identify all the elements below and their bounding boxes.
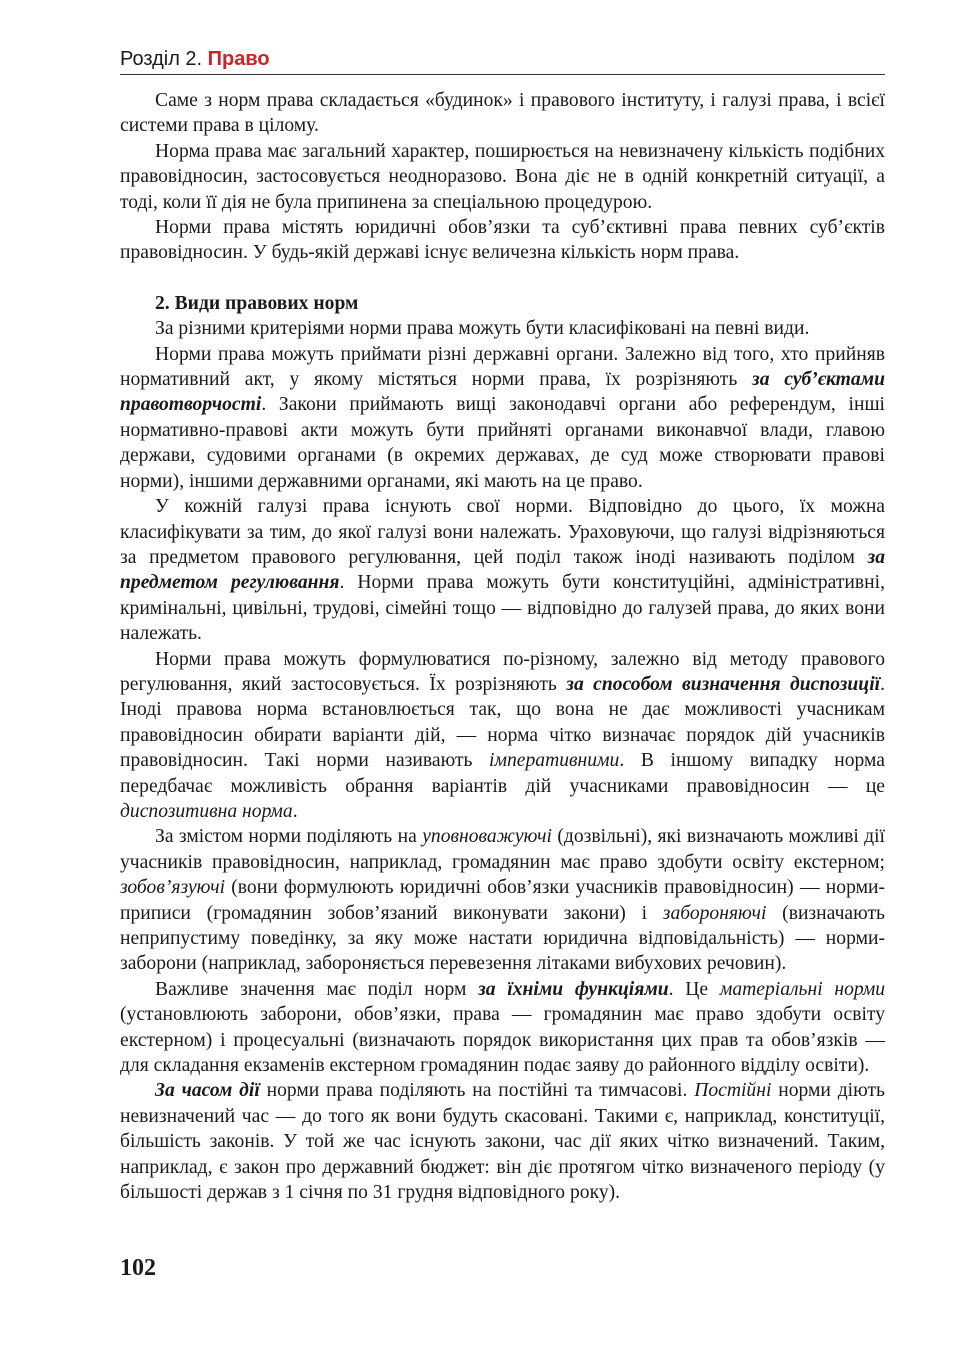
page-body bbox=[120, 88, 885, 1205]
paragraph-5 bbox=[120, 342, 885, 494]
p8-text-e: (вони формулюють юридичні обов’язки учасників правовідносин) — норми-приписи (громадянин зобов’язаний виконувати закони) і bbox=[120, 877, 885, 924]
chapter-label: Розділ 2. bbox=[120, 48, 203, 70]
paragraph-7 bbox=[120, 647, 885, 825]
term-law-making-subjects: за суб’єктами правотворчості bbox=[120, 369, 885, 416]
paragraph-3: Норми права містять юридичні обов’язки та суб’єктивні права певних суб’єктів правовідносин. У будь-якій державі існує величезна кількість норм права. bbox=[120, 217, 885, 264]
p9-text-a: Важливе значення має поділ норм bbox=[155, 978, 479, 1000]
p10-text-d: норми діють невизначений час — до того як вони будуть скасовані. Такими є, наприклад, конституції, більшість законів. У той же час існують закони, час дії яких чітко визначений. Таким, наприклад, є закон про державний бюджет: він діє протягом чітко визначеного періоду (у більшості держав з 1 січня по 31 грудня відповідного року). bbox=[120, 1080, 885, 1204]
p8-text-c: (дозвільні), які визначають можливі дії учасників правовідносин, наприклад, громадянин має право здобути освіту екстерном; bbox=[120, 826, 885, 873]
term-prohibiting: забороняючі bbox=[662, 902, 767, 924]
p10-text-b: норми права поділяють на постійні та тимчасові. bbox=[259, 1080, 695, 1102]
p8-text-g: (визначають неприпустиму поведінку, за яку може настати юридична відповідальність) — норми-заборони (наприклад, забороняється перевезення літаками вибухових речовин). bbox=[120, 902, 885, 975]
chapter-title: Право bbox=[207, 48, 270, 70]
page-number: 102 bbox=[120, 1255, 156, 1281]
p9-text-e: (установлюють заборони, обов’язки, права — громадянин має право здобути освіту екстерном) і процесуальні (визначають порядок використання цих прав та обов’язків — для складання екзаменів екстерном громадянин подає заяву до районного відділу освіти). bbox=[120, 1004, 885, 1077]
term-material-norms: матеріальні норми bbox=[719, 978, 885, 1000]
p6-text-c: . Норми права можуть бути конституційні, адміністративні, кримінальні, цивільні, трудові, сімейні тощо — відповідно до галузей права, до яких вони належать. bbox=[120, 572, 885, 645]
term-dispositive-norm: диспозитивна норма bbox=[120, 800, 293, 822]
paragraph-1: Саме з норм права складається «будинок» і правового інституту, і галузі права, і всієї системи права в цілому. bbox=[120, 90, 885, 137]
p5-text-a: Норми права можуть приймати різні державні органи. Залежно від того, хто прийняв нормативний акт, у якому містяться норми права, їх розрізняють bbox=[120, 343, 885, 391]
term-time-of-action: За часом дії bbox=[155, 1080, 260, 1102]
term-subject-of-regulation: за предметом регулювання bbox=[120, 546, 885, 594]
p7-text-e: . В іншому випадку норма передбачає можливість обрання варіантів дій учасниками правовідносин — це bbox=[120, 750, 885, 797]
paragraph-10 bbox=[120, 1078, 885, 1205]
p9-text-c: . Це bbox=[668, 978, 720, 1000]
term-permanent: Постійні bbox=[694, 1080, 772, 1102]
paragraph-6 bbox=[120, 494, 885, 646]
p8-text-a: За змістом норми поділяють на bbox=[155, 826, 423, 848]
term-functions: за їхніми функціями bbox=[478, 978, 669, 1000]
p7-text-g: . bbox=[292, 800, 298, 822]
term-empowering: уповноважуючі bbox=[422, 826, 552, 848]
paragraph-4: За різними критеріями норми права можуть бути класифіковані на певні види. bbox=[155, 318, 810, 340]
term-obligating: зобов’язуючі bbox=[120, 877, 226, 899]
section-heading: 2. Види правових норм bbox=[155, 292, 359, 314]
p5-text-c: . Закони приймають вищі законодавчі органи або референдум, інші нормативно-правові акти можуть бути прийняті органами виконавчої влади, главою держави, судовими органами (в окремих державах, де суд може створювати правові норми), іншими державними органами, які мають на це право. bbox=[120, 394, 885, 492]
paragraph-2: Норма права має загальний характер, поширюється на невизначену кількість подібних правовідносин, застосовується неодноразово. Вона діє не в одній конкретній ситуації, а тоді, коли її дія не була припинена за спеціальною процедурою. bbox=[120, 140, 885, 213]
paragraph-9 bbox=[120, 977, 885, 1079]
running-header bbox=[120, 46, 885, 75]
p7-text-a: Норми права можуть формулюватися по-різному, залежно від методу правового регулювання, який застосовується. Їх розрізняють bbox=[120, 648, 885, 695]
p7-text-c: . Іноді правова норма встановлюється так, що вона не дає можливості учасникам правовідносин обирати варіанти дій, — норма чітко визначає порядок дій учасників правовідносин. Такі норми називають bbox=[120, 673, 885, 772]
term-disposition-method: за способом визначення диспозиції bbox=[566, 673, 881, 695]
paragraph-8 bbox=[120, 824, 885, 976]
term-imperative: імперативними bbox=[489, 750, 620, 772]
p6-text-a: У кожній галузі права існують свої норми. Відповідно до цього, їх можна класифікувати за тим, до якої галузі вони належать. Ураховуючи, що галузі відрізняються за предметом правового регулювання, цей поділ також іноді називають поділом bbox=[120, 496, 885, 568]
